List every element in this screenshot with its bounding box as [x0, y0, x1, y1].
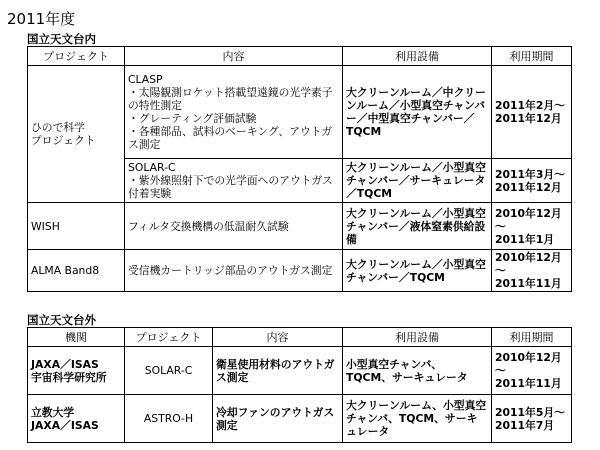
project-cell: ALMA Band8: [28, 250, 125, 292]
content-cell: フィルタ交換機構の低温耐久試験: [125, 203, 343, 250]
outside-heading: 国立天文台外: [27, 313, 96, 327]
equipment-cell: 大クリーンルーム／小型真空チャンバー／サーキュレータ／TQCM: [343, 159, 492, 203]
project-cell: WISH: [28, 203, 125, 250]
content-cell: 受信機カートリッジ部品のアウトガス測定: [125, 250, 343, 292]
equipment-cell: 大クリーンルーム／小型真空チャンバー／TQCM: [343, 250, 492, 292]
period-cell: 2011年3月～ 2011年12月: [492, 159, 572, 203]
page-title: 2011年度: [7, 10, 76, 28]
content-cell: 衛星使用材料のアウトガス測定: [213, 347, 343, 395]
header-period: 利用期間: [492, 47, 572, 66]
table-row: [28, 347, 572, 395]
header-content: 内容: [213, 328, 343, 347]
table-row: [28, 66, 572, 159]
header-project: プロジェクト: [125, 328, 213, 347]
header-content: 内容: [125, 47, 343, 66]
inside-table: [27, 46, 572, 292]
inside-heading: 国立天文台内: [27, 32, 96, 46]
project-cell: SOLAR-C: [125, 347, 213, 395]
period-cell: 2011年5月～ 2011年7月: [492, 395, 572, 443]
content-cell: CLASP ・太陽観測ロケット搭載望遠鏡の光学素子の特性測定 ・グレーティング評価試験 ・各種部品、試料のベーキング、アウトガス測定: [125, 66, 343, 159]
org-cell: JAXA／ISAS 宇宙科学研究所: [28, 347, 125, 395]
equipment-cell: 小型真空チャンバ、TQCM、サーキュレータ: [343, 347, 492, 395]
period-cell: 2011年2月～ 2011年12月: [492, 66, 572, 159]
content-cell: 冷却ファンのアウトガス測定: [213, 395, 343, 443]
project-cell: ASTRO-H: [125, 395, 213, 443]
header-equipment: 利用設備: [343, 328, 492, 347]
outside-table: [27, 327, 572, 443]
period-cell: 2010年12月 ～ 2011年11月: [492, 347, 572, 395]
table-header-row: [28, 47, 572, 66]
period-cell: 2010年12月～ 2011年1月: [492, 203, 572, 250]
equipment-cell: 大クリーンルーム、小型真空チャンバ、TQCM、サーキュレータ: [343, 395, 492, 443]
header-period: 利用期間: [492, 328, 572, 347]
project-cell: ひので科学 プロジェクト: [28, 66, 125, 203]
header-equipment: 利用設備: [343, 47, 492, 66]
content-cell: SOLAR-C ・紫外線照射下での光学面へのアウトガス付着実験: [125, 159, 343, 203]
table-row: [28, 250, 572, 292]
equipment-cell: 大クリーンルーム／小型真空チャンバー／液体窒素供給設備: [343, 203, 492, 250]
header-project: プロジェクト: [28, 47, 125, 66]
equipment-cell: 大クリーンルーム／中クリーンルーム／小型真空チャンバー／中型真空チャンバー／TQCM: [343, 66, 492, 159]
table-header-row: [28, 328, 572, 347]
period-cell: 2010年12月～ 2011年11月: [492, 250, 572, 292]
table-row: [28, 395, 572, 443]
org-cell: 立教大学 JAXA／ISAS: [28, 395, 125, 443]
header-org: 機関: [28, 328, 125, 347]
table-row: [28, 203, 572, 250]
